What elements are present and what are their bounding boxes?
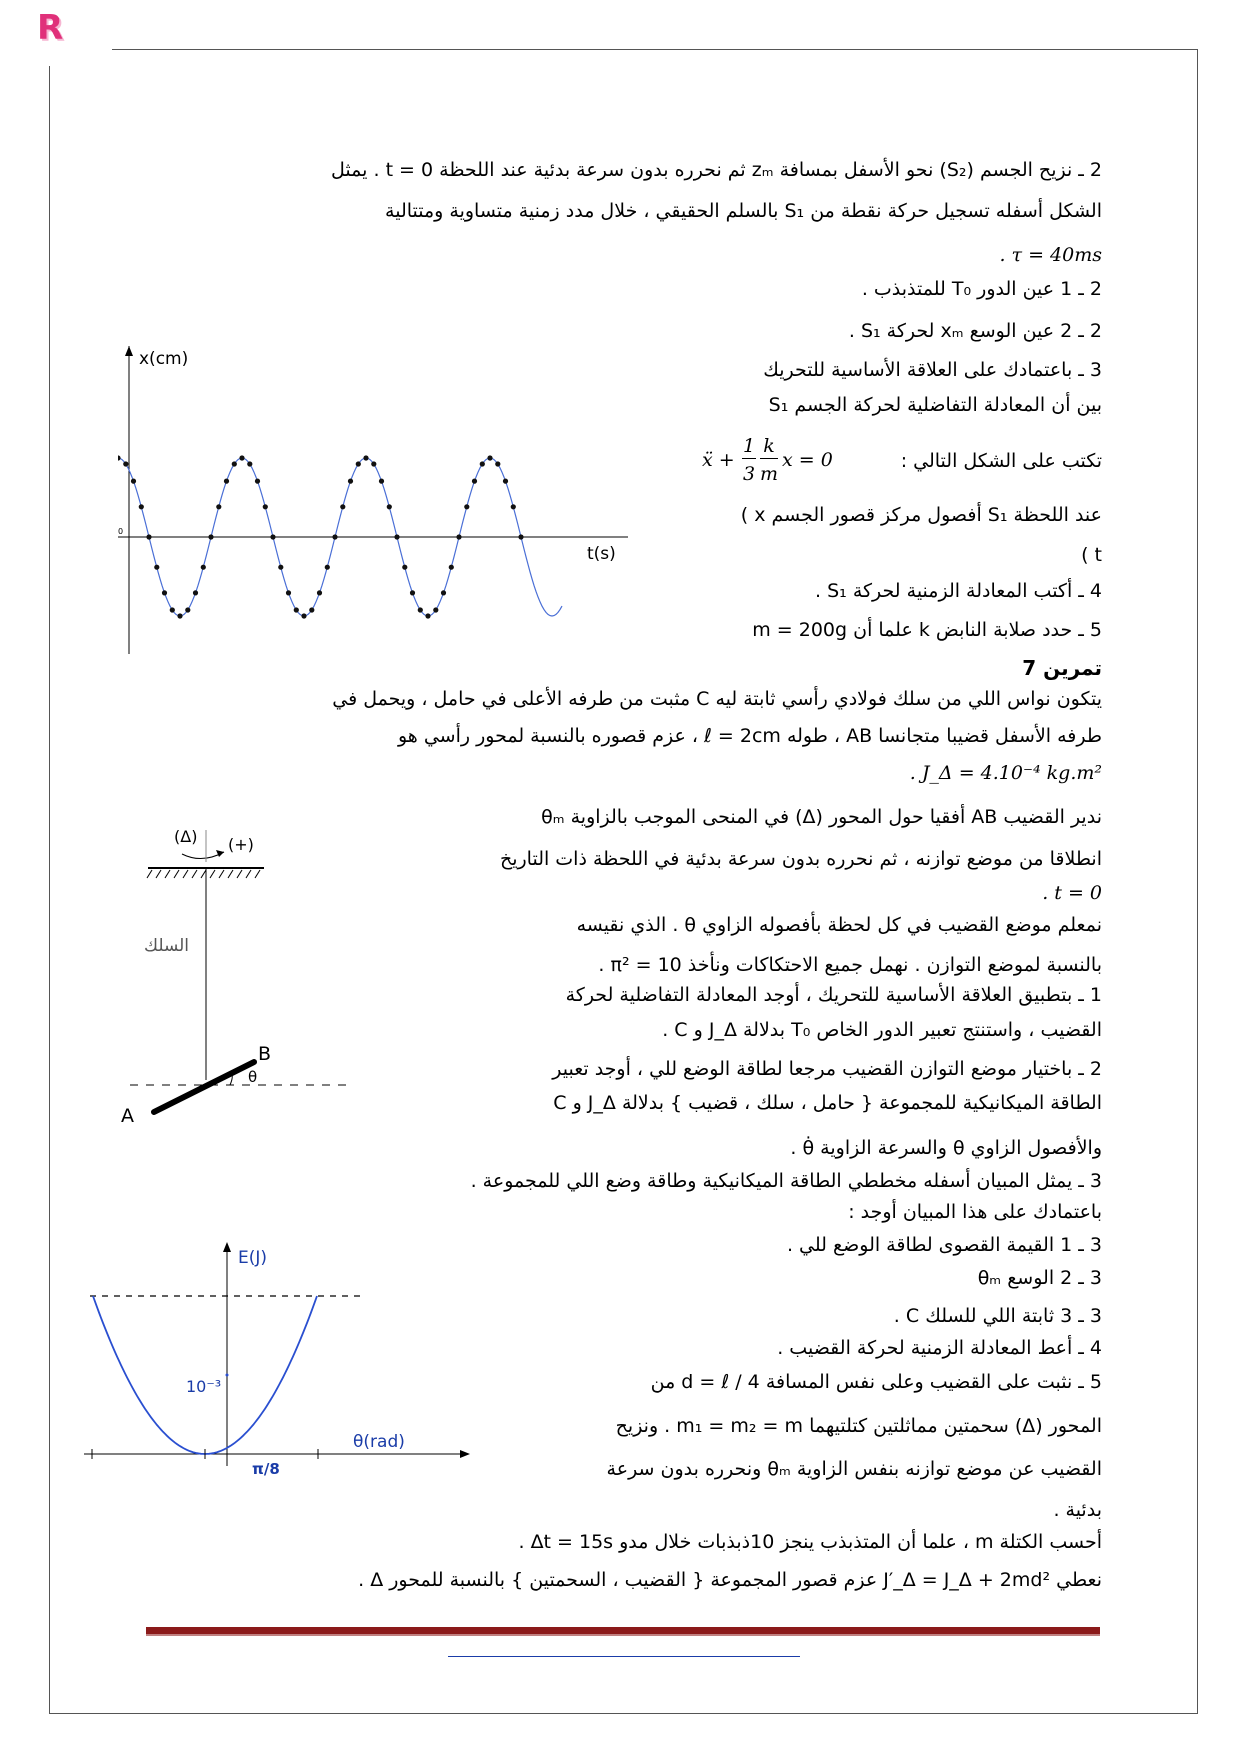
- record-dot: [309, 607, 314, 612]
- text-line: بالنسبة لموضع التوازن . نهمل جميع الاحتكاكات ونأخذ π² = 10 .: [598, 954, 1102, 976]
- record-dot: [363, 455, 368, 460]
- record-dot: [294, 607, 299, 612]
- eq-frac2-den: m: [760, 463, 779, 485]
- left-border: [49, 66, 50, 1714]
- record-dot: [379, 479, 384, 484]
- record-dot: [332, 534, 337, 539]
- hatch-mark: [228, 870, 233, 878]
- text-line: المحور (Δ) سحمتين مماثلتين كتلتيهما m₁ = m₂ = m . ونزيح: [615, 1415, 1102, 1437]
- zero-label: 0: [118, 527, 124, 536]
- text-line: القضيب ، واستنتج تعبير الدور الخاص T₀ بدلالة J_Δ و C .: [662, 1019, 1102, 1041]
- eq-frac2-num: k: [760, 434, 778, 459]
- axis-label: (Δ): [174, 827, 198, 846]
- angle-axis-label: θ(rad): [353, 1432, 405, 1452]
- question-3: 3 ـ باعتمادك على العلاقة الأساسية للتحريك: [763, 359, 1102, 381]
- record-dot: [247, 461, 252, 466]
- hatch-mark: [246, 870, 251, 878]
- record-dot: [433, 607, 438, 612]
- record-dot: [340, 504, 345, 509]
- eq-frac1-den: 3: [742, 463, 756, 485]
- record-dot: [201, 565, 206, 570]
- positive-direction-label: (+): [228, 835, 254, 854]
- record-dot: [402, 565, 407, 570]
- question-2-2: 2 ـ 2 عين الوسع xₘ لحركة S₁ .: [848, 320, 1102, 342]
- record-dot: [154, 565, 159, 570]
- exercise-title: تمرين 7: [1022, 656, 1102, 680]
- y-tick: [226, 1374, 229, 1377]
- record-dot: [232, 461, 237, 466]
- text-line: ( x أفصول مركز قصور الجسم S₁ عند اللحظة: [740, 504, 1102, 526]
- text-line: 2 ـ نزيح الجسم (S₂) نحو الأسفل بمسافة zₘ ثم نحرره بدون سرعة بدئية عند اللحظة t = 0 . يمثل: [331, 159, 1102, 181]
- angle-axis-arrow: [460, 1450, 470, 1458]
- record-dot: [495, 461, 500, 466]
- text-line: يتكون نواس اللي من سلك فولادي رأسي ثابتة ليه C مثبت من طرفه الأعلى في حامل ، ويحمل في: [332, 688, 1102, 710]
- record-dot: [394, 534, 399, 539]
- footer-link-line: [448, 1656, 800, 1657]
- record-dot: [255, 479, 260, 484]
- record-dot: [123, 461, 128, 466]
- record-dot: [193, 590, 198, 595]
- question-4: 4 ـ أكتب المعادلة الزمنية لحركة S₁ .: [815, 580, 1102, 602]
- record-dot: [216, 504, 221, 509]
- text-line: بين أن المعادلة التفاضلية لحركة الجسم S₁: [768, 394, 1102, 416]
- bottom-border: [49, 1713, 1198, 1714]
- support-hatching: [147, 870, 260, 878]
- question-5: 5 ـ حدد صلابة النابض k علما أن m = 200g: [752, 619, 1102, 641]
- record-dot: [441, 590, 446, 595]
- hatch-mark: [147, 870, 152, 878]
- differential-equation: [702, 434, 842, 490]
- top-border: [112, 49, 1198, 50]
- logo: R: [37, 8, 64, 48]
- hatch-mark: [174, 870, 179, 878]
- record-dot: [177, 613, 182, 618]
- hatch-mark: [210, 870, 215, 878]
- record-dot: [425, 613, 430, 618]
- hatch-mark: [192, 870, 197, 878]
- point-b-label: B: [258, 1043, 272, 1065]
- hatch-mark: [219, 870, 224, 878]
- record-dot: [410, 590, 415, 595]
- energy-tick-label: 10⁻³: [186, 1377, 222, 1396]
- right-border: [1197, 49, 1198, 1714]
- record-dot: [348, 479, 353, 484]
- record-dot: [139, 504, 144, 509]
- record-dot: [371, 461, 376, 466]
- record-dot: [185, 607, 190, 612]
- record-dot: [503, 479, 508, 484]
- record-dot: [263, 504, 268, 509]
- energy-graph: [80, 1240, 470, 1480]
- y-axis-arrow: [125, 346, 133, 356]
- question-3-3: 3 ـ 3 ثابتة اللي للسلك C .: [893, 1305, 1102, 1327]
- rod-ab: [154, 1062, 254, 1112]
- text-line: ندير القضيب AB أفقيا حول المحور (Δ) في المنحى الموجب بالزاوية θₘ: [541, 806, 1102, 828]
- torsion-pendulum-figure: [118, 820, 358, 1130]
- text-line: الطاقة الميكانيكية للمجموعة { حامل ، سلك ، قضيب } بدلالة J_Δ و C: [553, 1092, 1102, 1114]
- text-line: والأفصول الزاوي θ والسرعة الزاوية θ̇ .: [790, 1137, 1102, 1159]
- text-line: بدئية .: [1053, 1499, 1102, 1521]
- question-1: 1 ـ بتطبيق العلاقة الأساسية للتحريك ، أوجد المعادلة التفاضلية لحركة: [565, 984, 1102, 1006]
- x-axis-label: t(s): [587, 544, 616, 564]
- hatch-mark: [156, 870, 161, 878]
- record-dot: [286, 590, 291, 595]
- record-dot: [224, 479, 229, 484]
- eq-frac1-num: 1: [742, 435, 756, 457]
- text-line: انطلاقا من موضع توازنه ، ثم نحرره بدون سرعة بدئية في اللحظة ذات التاريخ: [499, 848, 1102, 870]
- record-dot: [449, 565, 454, 570]
- hatch-mark: [255, 870, 260, 878]
- record-dot: [464, 504, 469, 509]
- record-dot: [278, 565, 283, 570]
- question-4: 4 ـ أعط المعادلة الزمنية لحركة القضيب .: [777, 1337, 1102, 1359]
- record-dot: [317, 590, 322, 595]
- record-dot: [472, 479, 477, 484]
- record-dot: [239, 455, 244, 460]
- question-2: 2 ـ باختيار موضع التوازن القضيب مرجعا لطاقة الوضع للي ، أوجد تعبير: [552, 1058, 1102, 1080]
- record-dot: [456, 534, 461, 539]
- record-dot: [325, 565, 330, 570]
- hatch-mark: [237, 870, 242, 878]
- record-dot: [131, 479, 136, 484]
- text-line: . t = 0: [1042, 882, 1102, 904]
- record-dot: [511, 504, 516, 509]
- record-dot: [170, 607, 175, 612]
- text-line: الشكل أسفله تسجيل حركة نقطة من S₁ بالسلم الحقيقي ، خلال مدد زمنية متساوية ومتتالية: [385, 200, 1102, 222]
- text-line: القضيب عن موضع توازنه بنفس الزاوية θₘ ونحرره بدون سرعة: [606, 1458, 1102, 1480]
- record-dot: [387, 504, 392, 509]
- potential-energy-curve: [93, 1296, 317, 1454]
- angle-tick-label: π/8: [252, 1460, 280, 1478]
- record-dot: [118, 455, 121, 460]
- record-dot: [208, 534, 213, 539]
- question-3-1: 3 ـ 1 القيمة القصوى لطاقة الوضع للي .: [786, 1234, 1102, 1256]
- record-dot: [487, 455, 492, 460]
- text-line: تكتب على الشكل التالي :: [900, 450, 1102, 472]
- record-dot: [270, 534, 275, 539]
- rotation-arrowhead: [216, 850, 224, 857]
- energy-axis-label: E(J): [238, 1248, 268, 1268]
- text-line: نمعلم موضع القضيب في كل لحظة بأفصوله الزاوي θ . الذي نقيسه: [576, 914, 1102, 936]
- text-line: . J_Δ = 4.10⁻⁴ kg.m²: [909, 762, 1102, 784]
- eq-rhs: x = 0: [782, 449, 833, 471]
- record-dot: [162, 590, 167, 595]
- text-line: باعتمادك على هذا المبيان أوجد :: [848, 1201, 1102, 1223]
- oscillation-graph: [118, 346, 646, 656]
- hatch-mark: [183, 870, 188, 878]
- text-line: أحسب الكتلة m ، علما أن المتذبذب ينجز 10ذبذبات خلال مدو Δt = 15s .: [518, 1531, 1102, 1553]
- text-line: طرفه الأسفل قضيبا متجانسا AB ، طوله ℓ = 2cm ، عزم قصوره بالنسبة لمحور رأسي هو: [397, 725, 1102, 747]
- record-dot: [418, 607, 423, 612]
- eq-lhs: ẍ +: [702, 449, 735, 471]
- y-axis-label: x(cm): [139, 349, 189, 369]
- text-line: ( t: [1081, 544, 1102, 566]
- record-dot: [356, 461, 361, 466]
- record-dot: [480, 461, 485, 466]
- record-dot: [518, 534, 523, 539]
- wire-label: السلك: [144, 936, 190, 956]
- text-line: نعطي J′_Δ = J_Δ + 2md² عزم قصور المجموعة { القضيب ، السحمتين } بالنسبة للمحور Δ .: [358, 1569, 1102, 1591]
- question-5: 5 ـ نثبت على القضيب وعلى نفس المسافة d = ℓ / 4 من: [650, 1371, 1102, 1393]
- hatch-mark: [165, 870, 170, 878]
- question-2-1: 2 ـ 1 عين الدور T₀ للمتذبذب .: [861, 278, 1102, 300]
- angle-label: θ: [248, 1068, 258, 1086]
- question-3: 3 ـ يمثل المبيان أسفله مخططي الطاقة الميكانيكية وطاقة وضع اللي للمجموعة .: [470, 1170, 1102, 1192]
- question-3-2: 3 ـ 2 الوسع θₘ: [977, 1267, 1102, 1289]
- footer-rule: [146, 1627, 1100, 1636]
- record-dot: [301, 613, 306, 618]
- energy-axis-arrow: [223, 1242, 231, 1252]
- point-a-label: A: [121, 1105, 134, 1127]
- hatch-mark: [201, 870, 206, 878]
- record-dot: [146, 534, 151, 539]
- text-line: . τ = 40ms: [999, 244, 1102, 266]
